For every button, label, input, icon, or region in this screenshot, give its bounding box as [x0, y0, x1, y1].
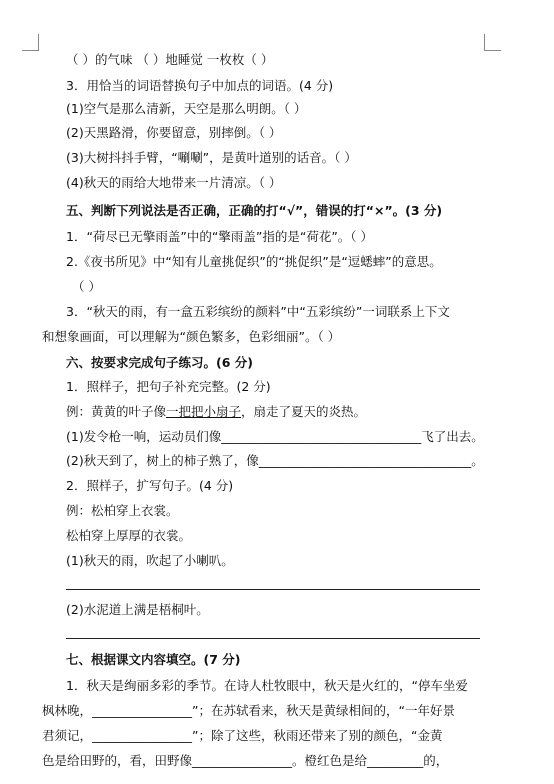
sentence-q2-example-answer: 松柏穿上厚厚的衣裳。	[66, 528, 192, 543]
section-5-heading: 五、判断下列说法是否正确，正确的打“√”，错误的打“×”。(3 分)	[66, 203, 443, 218]
answer-line-1[interactable]	[66, 589, 480, 590]
example-suffix: ，扇走了夏天的炎热。	[241, 404, 367, 419]
example-underlined: 一把把小扇子	[166, 404, 242, 419]
sentence-q1-item-1: (1)发令枪一响，运动员们像________________________________飞了出去。	[66, 429, 484, 444]
sentence-q2-heading: 2．照样子，扩写句子。(4 分)	[66, 478, 234, 493]
fill-q1-line-2: 枫林晚，________________”；在苏轼看来，秋天是黄绿相间的，“一年好景	[42, 703, 455, 718]
question-3-item-3: (3)大树抖抖手臂，“唰唰”，是黄叶道别的话音。（ ）	[66, 150, 357, 165]
judge-item-2: 2.《夜书所见》中“知有儿童挑促织”的“挑促织”是“逗蟋蟀”的意思。	[66, 254, 442, 269]
sentence-q2-example: 例：松柏穿上衣裳。	[66, 503, 179, 518]
sentence-q1-heading: 1．照样子，把句子补充完整。(2 分)	[66, 379, 271, 394]
question-3-item-1: (1)空气是那么清新，天空是那么明朗。（ ）	[66, 101, 307, 116]
question-3-heading: 3．用恰当的词语替换句子中加点的词语。(4 分)	[66, 78, 334, 93]
sentence-q1-item-2: (2)秋天到了，树上的柿子熟了，像__________________________________。	[66, 453, 484, 468]
fill-q1-line-3: 君须记，________________”；除了这些，秋雨还带来了别的颜色，“金黄	[42, 728, 443, 743]
fill-q1-line-1: 1．秋天是绚丽多彩的季节。在诗人杜牧眼中，秋天是火红的，“停车坐爱	[66, 678, 468, 693]
judge-item-3-cont: 和想象画面，可以理解为“颜色繁多，色彩细丽”。（ ）	[42, 329, 341, 344]
sentence-q2-item-2: (2)水泥道上满是梧桐叶。	[66, 602, 209, 617]
answer-line-2[interactable]	[66, 638, 480, 639]
crop-mark-top-right	[484, 34, 501, 51]
question-3-item-4: (4)秋天的雨给大地带来一片清凉。（ ）	[66, 175, 282, 190]
judge-item-1: 1．“荷尽已无擎雨盖”中的“擎雨盖”指的是“荷花”。（ ）	[66, 229, 374, 244]
section-6-heading: 六、按要求完成句子练习。(6 分)	[66, 355, 253, 370]
example-prefix: 例：黄黄的叶子像	[66, 404, 167, 419]
judge-item-3: 3．“秋天的雨，有一盒五彩缤纷的颜料”中“五彩缤纷”一词联系上下文	[66, 304, 450, 319]
fill-blank-line: （ ）的气味 （ ）地睡觉 一枚枚（ ）	[66, 52, 274, 67]
question-3-item-2: (2)天黑路滑，你要留意，别摔倒。（ ）	[66, 125, 282, 140]
crop-mark-top-left	[22, 34, 39, 51]
sentence-q2-item-1: (1)秋天的雨，吹起了小喇叭。	[66, 553, 234, 568]
section-7-heading: 七、根据课文内容填空。(7 分)	[66, 652, 241, 667]
fill-q1-line-4: 色是给田野的，看，田野像________________。橙红色是给_________的，	[42, 753, 449, 768]
sentence-q1-example	[66, 404, 366, 420]
judge-item-2-blank: （ ）	[72, 279, 101, 294]
